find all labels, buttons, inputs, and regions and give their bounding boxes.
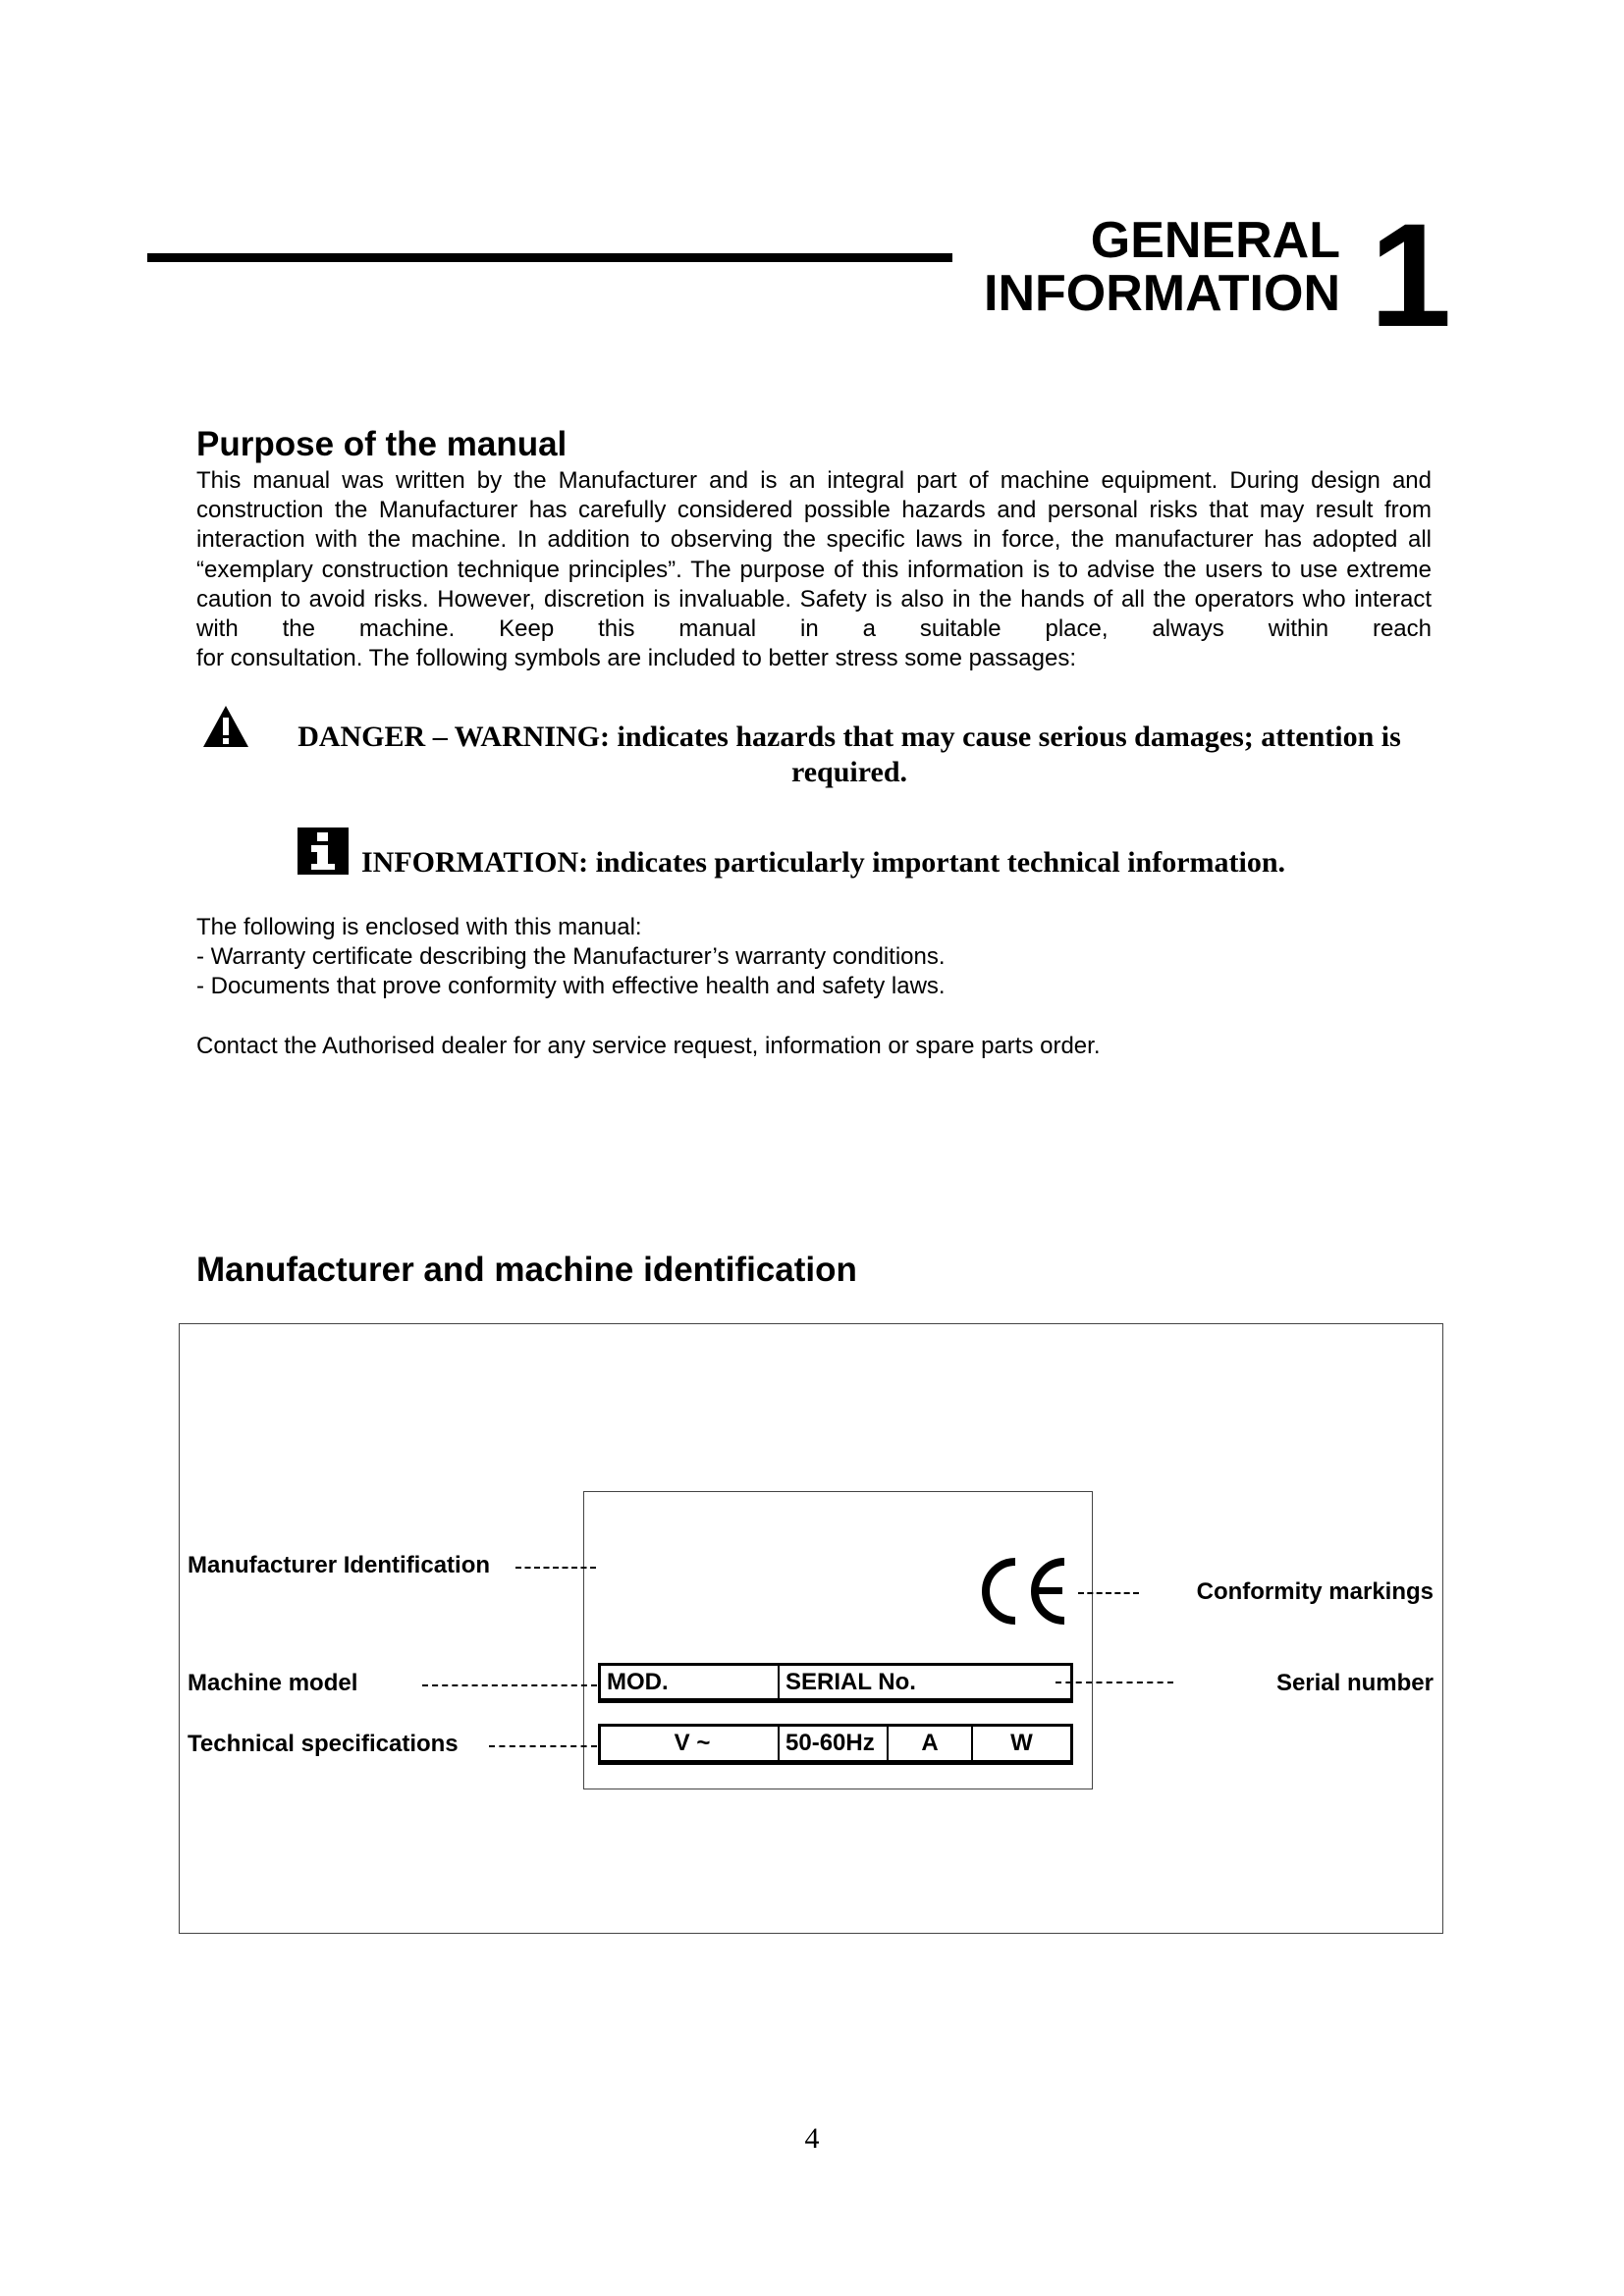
leader-line bbox=[422, 1684, 597, 1686]
power-field: W bbox=[1010, 1730, 1033, 1756]
mod-field: MOD. bbox=[601, 1666, 780, 1698]
label-model: Machine model bbox=[188, 1670, 358, 1696]
leader-line bbox=[1078, 1592, 1139, 1594]
danger-warning-note: DANGER – WARNING: indicates hazards that may cause serious damages; attention is required. bbox=[298, 721, 1401, 788]
leader-line bbox=[1056, 1682, 1173, 1683]
warning-triangle-icon bbox=[201, 704, 250, 749]
purpose-body bbox=[196, 466, 1432, 673]
page-number: 4 bbox=[804, 2122, 820, 2155]
purpose-heading: Purpose of the manual bbox=[196, 425, 568, 463]
voltage-field: V ~ bbox=[601, 1727, 780, 1760]
model-serial-table bbox=[598, 1663, 1073, 1703]
purpose-body-last: for consultation. The following symbols are included to better stress some passages: bbox=[196, 645, 1077, 672]
label-conformity: Conformity markings bbox=[1196, 1578, 1434, 1605]
chapter-title-line2: INFORMATION bbox=[984, 265, 1340, 322]
chapter-rule bbox=[147, 253, 952, 262]
identification-heading: Manufacturer and machine identification bbox=[196, 1251, 857, 1289]
chapter-title bbox=[984, 214, 1340, 320]
purpose-body-text: This manual was written by the Manufacturer and is an integral part of machine equipment. During design and construction the Manufacturer has carefully considered possible hazards and personal risks that may result from interaction with the machine. In addition to observing the specific laws in force, the manufacturer has adopted all “exemplary construction technique principles”. The purpose of this information is to advise the users to use extreme caution to avoid risks. However, discretion is invaluable. Safety is also in the hands of all the operators who interact with the machine. Keep this manual in a suitable place, always within reach bbox=[196, 467, 1432, 643]
information-note: INFORMATION: indicates particularly important technical information. bbox=[361, 846, 1286, 879]
leader-line bbox=[515, 1567, 596, 1569]
enclosed-intro: The following is enclosed with this manual: bbox=[196, 914, 642, 940]
leader-line bbox=[489, 1745, 597, 1747]
current-field: A bbox=[889, 1727, 973, 1760]
label-serial: Serial number bbox=[1275, 1670, 1434, 1696]
ce-mark-icon bbox=[976, 1556, 1070, 1627]
serial-field: SERIAL No. bbox=[785, 1668, 916, 1695]
label-manufacturer: Manufacturer Identification bbox=[188, 1552, 491, 1578]
chapter-title-line1: GENERAL bbox=[1090, 212, 1340, 269]
frequency-field: 50-60Hz bbox=[780, 1727, 889, 1760]
specs-table bbox=[598, 1724, 1073, 1765]
enclosed-item: - Warranty certificate describing the Manufacturer’s warranty conditions. bbox=[196, 943, 946, 970]
contact-text: Contact the Authorised dealer for any service request, information or spare parts order. bbox=[196, 1033, 1101, 1059]
enclosed-item: - Documents that prove conformity with effective health and safety laws. bbox=[196, 973, 946, 999]
label-specs: Technical specifications bbox=[188, 1731, 459, 1757]
chapter-number: 1 bbox=[1370, 192, 1452, 357]
information-icon bbox=[298, 828, 349, 875]
